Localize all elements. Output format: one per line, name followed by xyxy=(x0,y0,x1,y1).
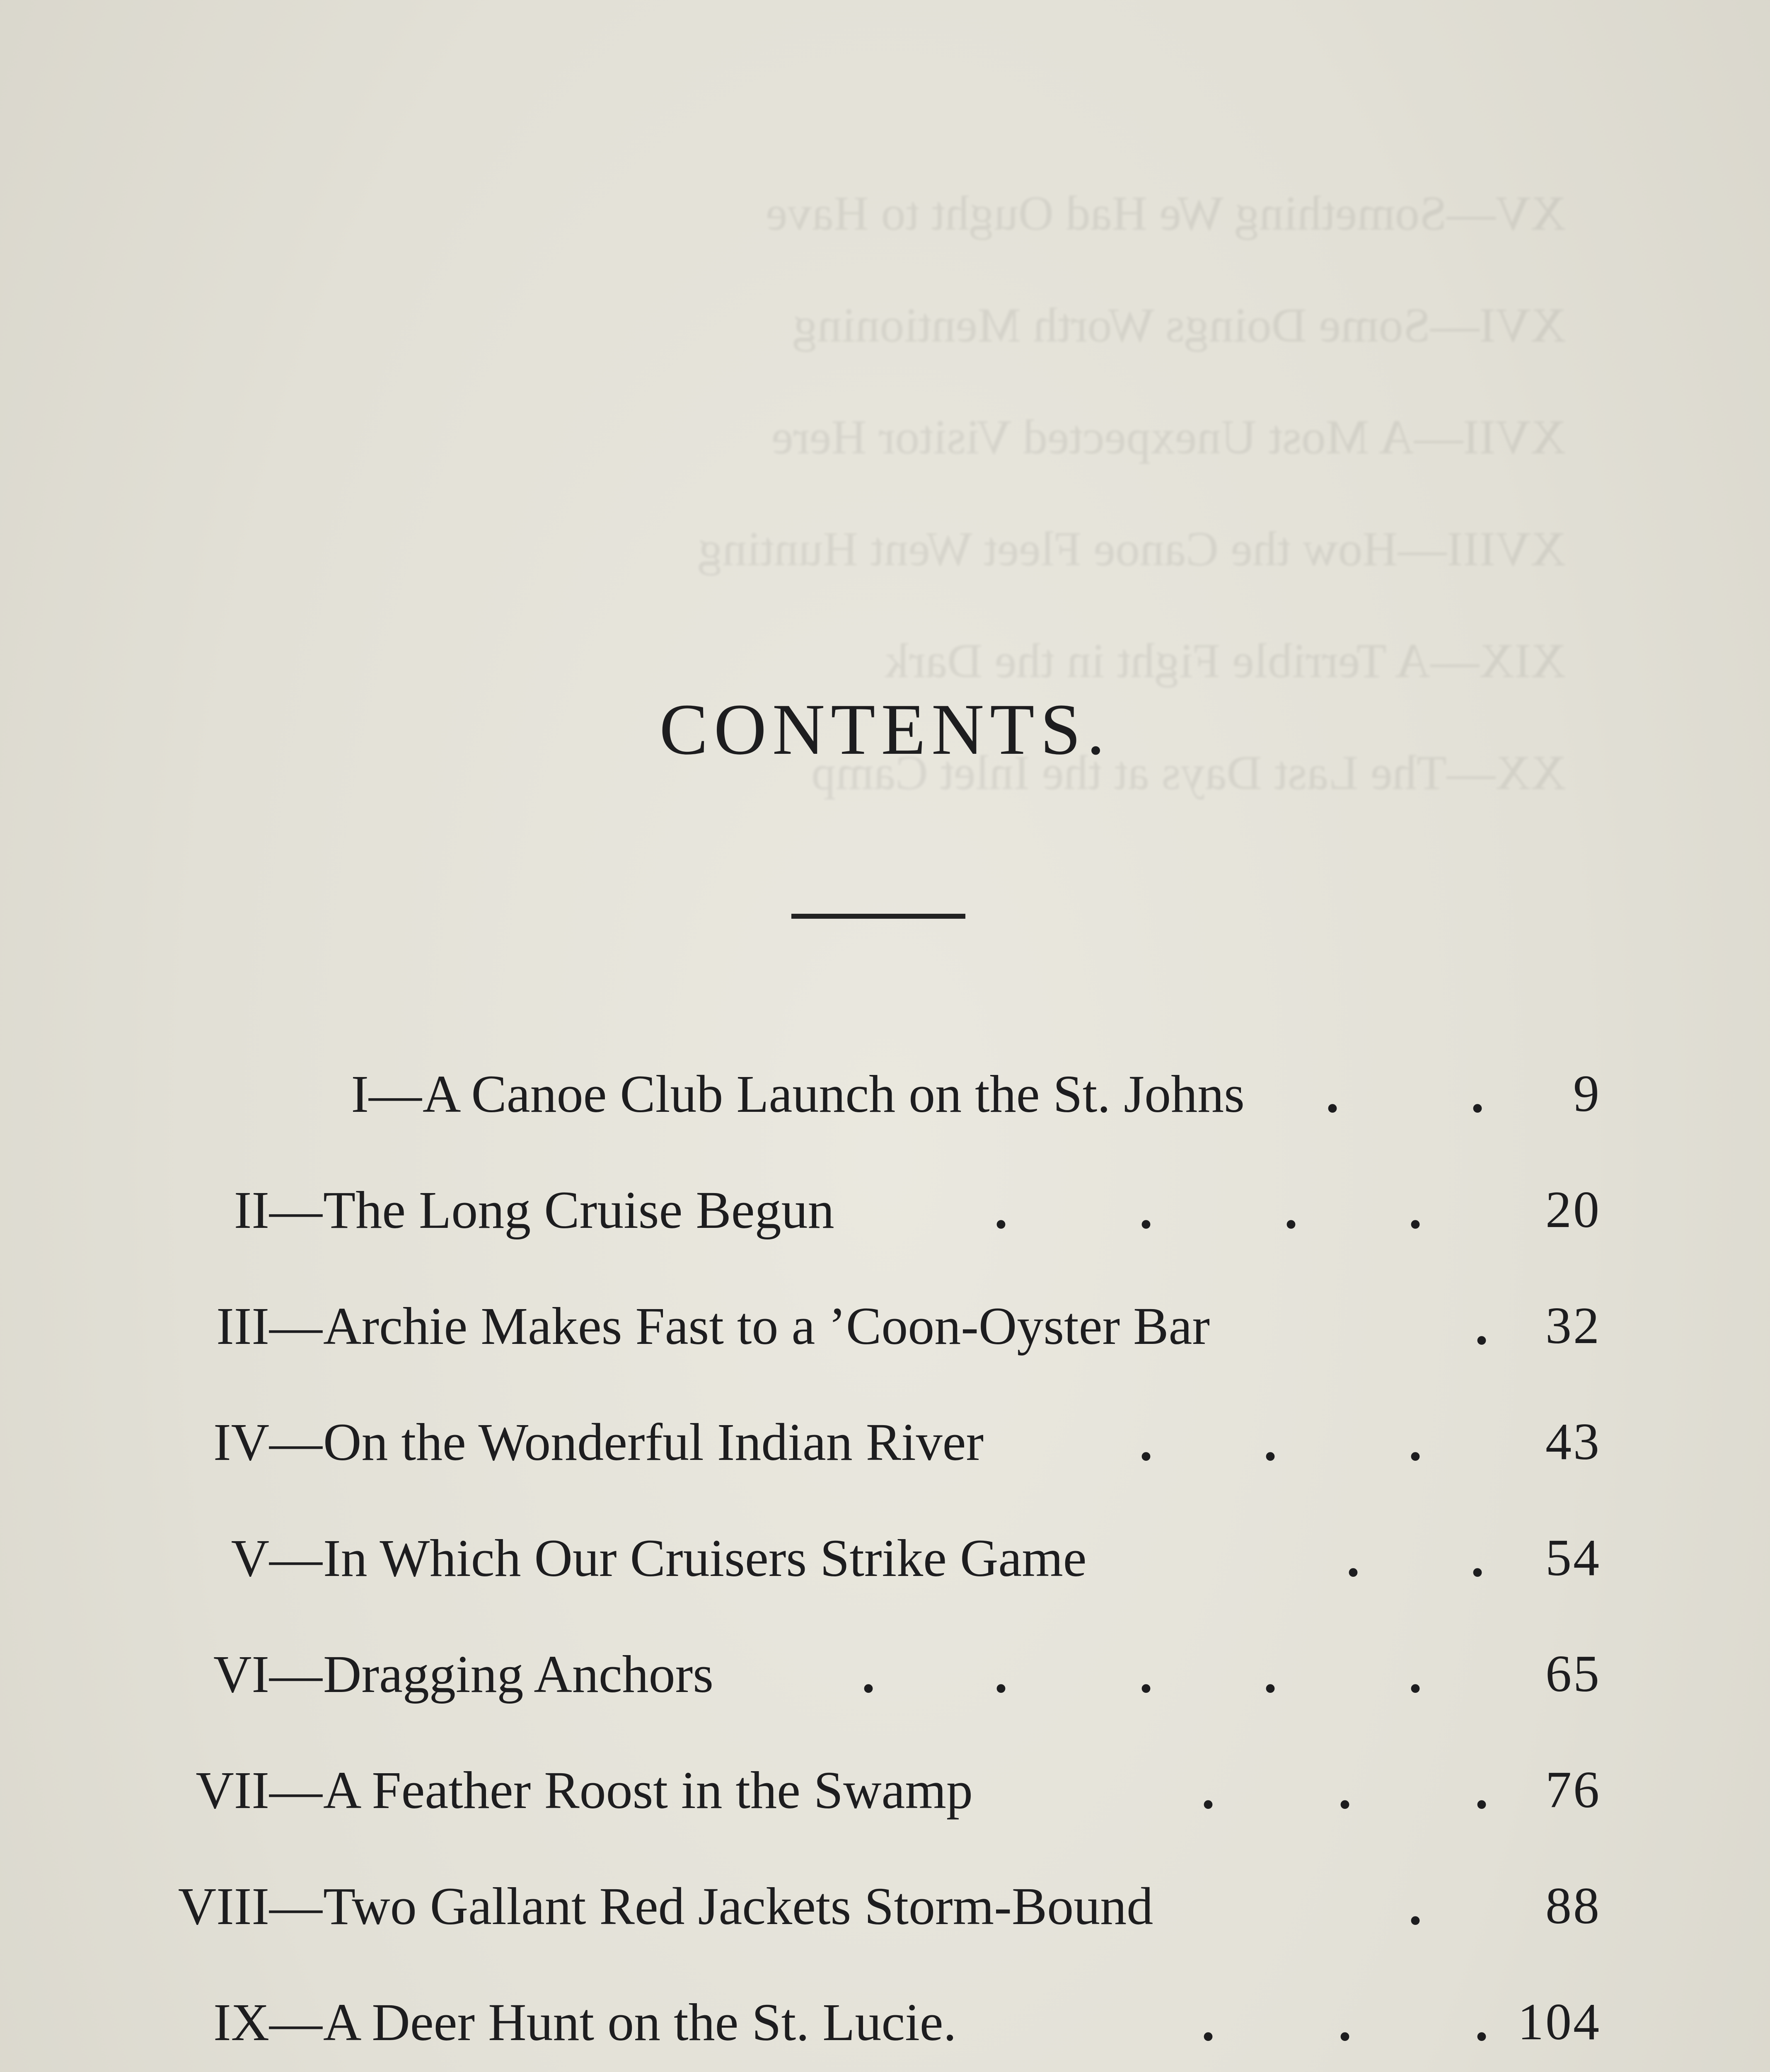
chapter-dash: — xyxy=(269,1181,322,1239)
chapter-title: Archie Makes Fast to a ’Coon-Oyster Bar xyxy=(323,1297,1210,1356)
leader-dot: . xyxy=(1338,1761,1352,1820)
chapter-title: A Canoe Club Launch on the St. Johns xyxy=(423,1065,1245,1123)
leader-dot: . xyxy=(994,1181,1008,1239)
leader-dot: . xyxy=(1471,1529,1484,1588)
leader-dot: . xyxy=(1475,1761,1488,1820)
page-number: 88 xyxy=(1545,1877,1601,1935)
page-number: 43 xyxy=(1545,1413,1601,1471)
leader-dot: . xyxy=(1347,1529,1360,1588)
leader-dot: . xyxy=(1139,1181,1153,1239)
leader-dot: . xyxy=(1475,1993,1488,2052)
chapter-dash: — xyxy=(369,1065,422,1123)
chapter-title: On the Wonderful Indian River xyxy=(323,1413,984,1472)
toc-entry xyxy=(0,1401,1770,1484)
leader-dot: . xyxy=(1338,1993,1352,2052)
toc-entry xyxy=(0,1981,1770,2064)
chapter-title: Two Gallant Red Jackets Storm-Bound xyxy=(323,1877,1153,1936)
toc-entry xyxy=(0,1285,1770,1368)
chapter-title: The Long Cruise Begun xyxy=(323,1181,834,1239)
chapter-numeral: V xyxy=(231,1529,269,1588)
chapter-title: In Which Our Cruisers Strike Game xyxy=(323,1529,1087,1588)
toc-entry xyxy=(0,1517,1770,1600)
chapter-numeral: IV xyxy=(213,1413,269,1472)
page-number: 76 xyxy=(1545,1761,1601,1819)
chapter-numeral: VI xyxy=(213,1645,269,1704)
leader-dot: . xyxy=(1326,1065,1339,1123)
title-rule xyxy=(791,914,965,919)
leader-dot: . xyxy=(1471,1065,1484,1123)
chapter-title: Dragging Anchors xyxy=(323,1645,714,1704)
leader-dot: . xyxy=(1475,1297,1488,1356)
chapter-dash: — xyxy=(269,1877,322,1936)
chapter-dash: — xyxy=(269,1529,322,1588)
chapter-dash: — xyxy=(269,1761,322,1820)
toc-entry xyxy=(0,1169,1770,1251)
leader-dot: . xyxy=(1264,1645,1277,1704)
chapter-dash: — xyxy=(269,1645,322,1704)
chapter-numeral: III xyxy=(216,1297,269,1356)
page-number: 104 xyxy=(1518,1993,1601,2051)
leader-dot: . xyxy=(1202,1993,1215,2052)
leader-dot: . xyxy=(1139,1645,1153,1704)
page-number: 20 xyxy=(1545,1181,1601,1239)
leader-dot: . xyxy=(1139,1413,1153,1472)
leader-dot: . xyxy=(1284,1181,1298,1239)
chapter-dash: — xyxy=(269,1297,322,1356)
chapter-dash: — xyxy=(269,1993,322,2052)
page-number: 32 xyxy=(1545,1297,1601,1355)
chapter-numeral: II xyxy=(234,1181,269,1239)
leader-dot: . xyxy=(1202,1761,1215,1820)
toc-entry xyxy=(0,1053,1770,1135)
chapter-title: A Feather Roost in the Swamp xyxy=(323,1761,973,1820)
leader-dot: . xyxy=(1409,1413,1422,1472)
toc-entry xyxy=(0,1865,1770,1948)
leader-dot: . xyxy=(1409,1645,1422,1704)
leader-dot: . xyxy=(1409,1181,1422,1239)
leader-dot: . xyxy=(1409,1877,1422,1936)
table-of-contents xyxy=(0,1053,1770,2072)
chapter-title: A Deer Hunt on the St. Lucie. xyxy=(323,1993,957,2052)
page-number: 65 xyxy=(1545,1645,1601,1703)
leader-dot: . xyxy=(994,1645,1008,1704)
chapter-numeral: VIII xyxy=(178,1877,269,1936)
toc-entry xyxy=(0,1633,1770,1716)
page-number: 9 xyxy=(1573,1065,1601,1123)
page-number: 54 xyxy=(1545,1529,1601,1587)
chapter-numeral: IX xyxy=(213,1993,269,2052)
toc-entry xyxy=(0,1749,1770,1832)
leader-dot: . xyxy=(1264,1413,1277,1472)
page-title: CONTENTS. xyxy=(659,689,1111,770)
chapter-numeral: VII xyxy=(196,1761,269,1820)
chapter-dash: — xyxy=(269,1413,322,1472)
show-through-text: XV—Something We Had Ought to Have XVI—Some Doings Worth Mentioning XVII—A Most Unexpected Visitor Here XVIII—How the Canoe Fleet Went Hunting XIX—A Terrible Fight in the Dark XX—The Last Days at the Inlet Camp xyxy=(698,186,1566,800)
leader-dot: . xyxy=(862,1645,875,1704)
chapter-numeral: I xyxy=(351,1065,369,1123)
